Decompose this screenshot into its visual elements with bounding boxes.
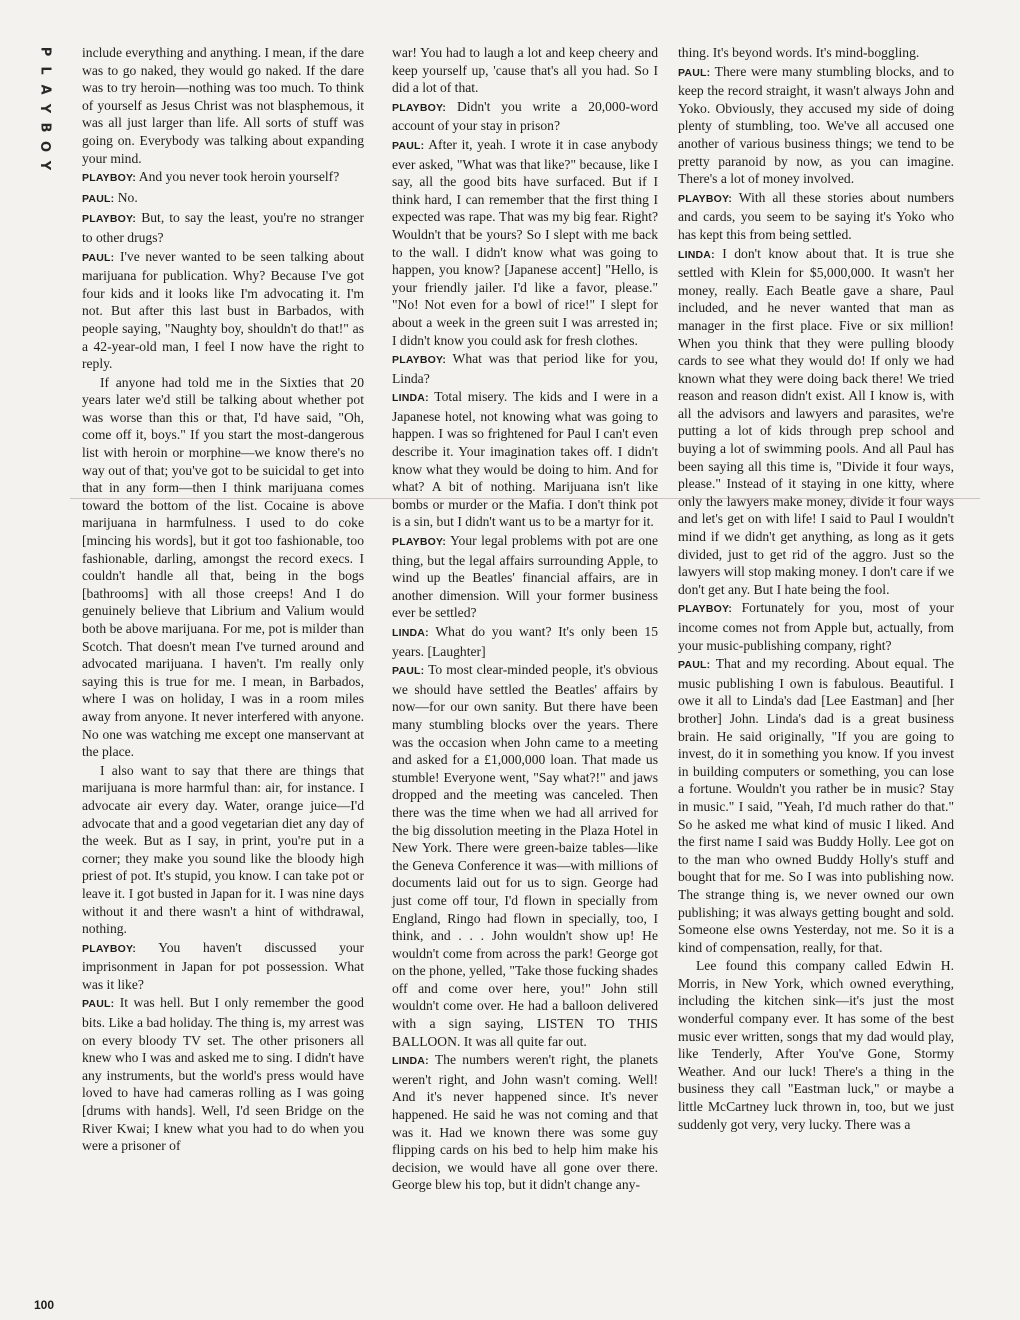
article-paragraph <box>678 245 954 599</box>
article-paragraph <box>392 136 658 349</box>
paragraph-text: And you never took heroin yourself? <box>138 169 340 185</box>
speaker-label: PLAYBOY: <box>392 354 447 367</box>
speaker-label: PLAYBOY: <box>678 192 733 205</box>
article-paragraph <box>82 994 364 1154</box>
paragraph-text: That and my recording. About equal. The music publishing I own is fabulous. Beautiful. I owe it all to Linda's dad [Lee Eastman] and [her brother] John. Linda's dad is a great business brain. He said originally, "If you are going to invest, do it in something you know. If you invest in building computers or something, you can lose a fortune. Wouldn't you rather be in music? Stay in music." I said, "Yeah, I'd much rather do that." So he asked me what kind of music I liked. And the first name I said was Buddy Holly. Lee got on to the man who owned Buddy Holly's stuff and bought that for me. So I was into publishing now. The strange thing is, we never owned our own publishing; it was always getting bought and sold. Someone else owns Yesterday, not me. So it is a kind of compensation, really, for that. <box>678 656 955 955</box>
speaker-label: PAUL: <box>82 998 115 1011</box>
paragraph-text: thing. It's beyond words. It's mind-boggling. <box>678 45 920 60</box>
speaker-label: PAUL: <box>678 659 711 672</box>
paragraph-text: What do you want? It's only been 15 years. [Laughter] <box>392 624 659 659</box>
article-paragraph <box>392 350 658 387</box>
speaker-label: LINDA: <box>392 1055 429 1068</box>
paragraph-text: No. <box>117 189 138 205</box>
paragraph-text: Fortunately for you, most of your income comes not from Apple but, actually, from your music-publishing company, right? <box>678 600 954 653</box>
article-paragraph <box>82 168 364 188</box>
paragraph-text: But, to say the least, you're no stranger to other drugs? <box>82 210 364 245</box>
speaker-label: PAUL: <box>392 665 425 678</box>
article-paragraph <box>678 44 954 62</box>
article-paragraph <box>82 762 364 938</box>
column-3 <box>678 44 954 1134</box>
speaker-label: PLAYBOY: <box>82 213 137 226</box>
speaker-label: PAUL: <box>678 66 711 79</box>
masthead-letter: O <box>37 140 53 153</box>
paragraph-text: With all these stories about numbers and cards, you seem to be saying it's Yoko who has kept this from being settled. <box>678 189 955 242</box>
article-paragraph <box>82 189 364 209</box>
speaker-label: PLAYBOY: <box>392 536 447 549</box>
speaker-label: LINDA: <box>392 392 429 405</box>
speaker-label: PLAYBOY: <box>82 942 137 955</box>
column-1 <box>82 44 364 1156</box>
paragraph-text: There were many stumbling blocks, and to keep the record straight, it wasn't always John and Yoko. Obviously, they accused my side of doing plenty of stumbling, too. We've all accused one another of various business things; we tend to be pretty paranoid by now, as you can imagine. There's a lot of money involved. <box>678 63 955 187</box>
paragraph-text: After it, yeah. I wrote it in case anybody ever asked, "What was that like?" because, like I say, all the good bits have surfaced. But if I think hard, I can remember that the first thing I expected was rape. That was my big fear. Right? Wouldn't that be yours? So I slept with me back to the wall. I didn't know what was going to happen, you know? [Japanese accent] "Hello, is your friendly jailer. I'd like a favor, please." "No! Not even for a bowl of rice!" I slept for about a week in the green suit I was arrested in; I didn't know you could ask for fresh clothes. <box>392 136 658 348</box>
speaker-label: LINDA: <box>678 248 715 261</box>
paragraph-text: I don't know about that. It is true she settled with Klein for $5,000,000. It wasn't her money, really. Each Beatle gave a share, Paul included, and he never wanted that man as manager in the first place. Five or six million! When you think that they were pulling bloody cards to see what they would do! If only we had known what they were doing back there! We tried reason and reason didn't exist. All I know is, with all the advisors and lawyers and parasites, we're putting a lot of kids through prep school and buying a lot of swimming pools. And all Paul has been saying all this time is, "Divide it four ways, please." Instead of it staying in one kitty, where only the lawyers make money, divide it four ways and let's get on with life! I said to Paul I wouldn't mind if we didn't get anything, as long as it gets divided, just to get rid of the aggro. Just so the lawyers will stop making money. I don't care if we don't get any. But I hate being the fool. <box>678 245 954 597</box>
article-paragraph <box>678 655 954 956</box>
speaker-label: PAUL: <box>82 192 115 205</box>
paragraph-text: Your legal problems with pot are one thing, but the legal affairs surrounding Apple, to wind up the Beatles' financial affairs, are in another dimension. Will your former business ever be settled? <box>392 533 658 621</box>
masthead-letter: A <box>37 84 53 95</box>
article-paragraph <box>392 388 658 531</box>
article-paragraph <box>678 599 954 654</box>
masthead-letter: Y <box>37 160 53 171</box>
paragraph-text: It was hell. But I only remember the good bits. Like a bad holiday. The thing is, my arrest was on every bloody TV set. The other prisoners all knew who I was and asked me to sing. I didn't have any instruments, but the world's press would have loved to have had cameras rolling as I was going [drums with hands]. Well, I'd seen Bridge on the River Kwai; I knew what you had to do when you were a prisoner of <box>82 995 364 1154</box>
paragraph-text: include everything and anything. I mean, if the dare was to go naked, they would go naked. If the dare was to try heroin—nothing was too much. To think of yourself as Jesus Christ was not blasphemous, it was all just larger than life. All sorts of stuff was going on. Everybody was talking about expanding your mind. <box>82 45 364 166</box>
paragraph-text: Didn't you write a 20,000-word account of your stay in prison? <box>392 98 658 134</box>
speaker-label: PAUL: <box>82 251 115 264</box>
speaker-label: PLAYBOY: <box>678 603 733 616</box>
masthead-letter: P <box>37 46 53 57</box>
article-paragraph <box>392 661 658 1050</box>
masthead-letter: Y <box>37 103 53 114</box>
article-paragraph <box>82 209 364 246</box>
speaker-label: PAUL: <box>392 139 425 152</box>
column-2 <box>392 44 658 1195</box>
paragraph-text: What was that period like for you, Linda? <box>392 351 658 386</box>
masthead-letter: L <box>37 66 53 75</box>
paragraph-text: war! You had to laugh a lot and keep cheery and keep yourself up, 'cause that's all you had. So I did a lot of that. <box>392 45 658 96</box>
article-paragraph <box>392 623 658 660</box>
paragraph-text: You haven't discussed your imprisonment in Japan for pot possession. What was it like? <box>82 939 364 992</box>
speaker-label: PLAYBOY: <box>392 101 447 114</box>
article-paragraph <box>678 189 954 244</box>
page-number: 100 <box>34 1298 55 1312</box>
paragraph-text: Total misery. The kids and I were in a Japanese hotel, not knowing what was going to happen. I was so frightened for Paul I can't even describe it. Your imagination takes off. I didn't know what they would be doing to him. And for what? A bit of nothing. Marijuana isn't like bombs or murder or the Mafia. I don't think pot is a sin, but I didn't want us to be a martyr for it. <box>392 389 658 530</box>
article-paragraph <box>392 98 658 135</box>
article-paragraph <box>678 63 954 188</box>
paragraph-text: I also want to say that there are things that marijuana is more harmful than: air, for instance. I advocate air every day. Water, orange juice—I'd advocate that and a good vegetarian diet any day of the week. But as I say, in print, you're put in a corner; they make you sound like the bloody high priest of pot. It's stupid, you know. I can take pot or leave it. I got busted in Japan for it. I was nine days without it and there wasn't a hint of withdrawal, nothing. <box>82 762 364 937</box>
article-paragraph <box>82 374 364 761</box>
speaker-label: PLAYBOY: <box>82 172 137 185</box>
page-fold-line <box>70 498 980 499</box>
article-paragraph <box>82 44 364 167</box>
paragraph-text: Lee found this company called Edwin H. Morris, in New York, which owned everything, including the kitchen sink—it's just the most wonderful company ever. It has some of the best music ever written, songs that my dad would play, like Tenderly, After You've Gone, Stormy Weather. And our luck! There's a thing in the business they call "Eastman luck," or maybe a little McCartney luck thrown in, too, but we just suddenly got very, very lucky. There was a <box>678 958 954 1132</box>
masthead <box>28 42 62 175</box>
article-paragraph <box>82 248 364 373</box>
article-paragraph <box>82 939 364 994</box>
speaker-label: LINDA: <box>392 627 429 639</box>
paragraph-text: If anyone had told me in the Sixties that 20 years later we'd still be talking about whether pot was worse than this or that, I'd have said, "Oh, come off it, boys." If you start the most-dangerous list with heroin or morphine—we know there's no way out of that; you've got to be suicidal to get into that in any form—then I think marijuana comes toward the bottom of the list. Cocaine is above marijuana in harmfulness. I used to do coke [mincing his words], but it got too fashionable, too fashionable, darling, amongst the record execs. I couldn't handle all that, being in the bogs [bathrooms] with all those creeps! And I do genuinely believe that Librium and Valium would both be above marijuana. For me, pot is milder than Scotch. That doesn't mean I've turned around and advocated marijuana. I haven't. I'm really only saying this is true for me. I mean, in Barbados, where I was on holiday, I was in a room miles away from anyone. It never interfered with anyone. No one was watching me except one manservant at the place. <box>82 374 365 760</box>
article-paragraph <box>392 44 658 97</box>
paragraph-text: The numbers weren't right, the planets weren't right, and John wasn't coming. Well! And it's never happened since. It's never happened. He said he was not coming and that was it. Had we known there was some guy flipping cards on his bed to help him make his decision, we would have all gone over there. George blew his top, but it didn't change any- <box>392 1052 659 1193</box>
article-paragraph <box>392 532 658 622</box>
paragraph-text: To most clear-minded people, it's obvious we should have settled the Beatles' affairs by now—for our own sanity. But there have been many stumbling blocks over the years. There was the occasion when John came to a meeting and asked for a £1,000,000 loan. That made us stumble! Everyone went, "Say what?!" and jaws dropped and the meeting was canceled. Then there was the time when we had all arrived for the big dissolution meeting in the Plaza Hotel in New York. There were green-baize tables—like the Geneva Conference it was—with millions of documents laid out for us to sign. George had just come off tour, I'd flown in specially from England, Ringo had flown in specially, too, I think, and . . . John wouldn't show up! He wouldn't come from across the park! George got on the phone, yelled, "Take those fucking shades off and come over here, you!" John still wouldn't come over. He had a balloon delivered with a sign saying, LISTEN TO THIS BALLOON. It was all quite far out. <box>392 662 658 1049</box>
article-paragraph <box>678 957 954 1133</box>
article-paragraph <box>392 1051 658 1194</box>
masthead-letter: B <box>37 122 53 133</box>
paragraph-text: I've never wanted to be seen talking about marijuana for publication. Why? Because I've got four kids and it looks like I'm advocating it. I'm not. But after this last bust in Barbados, with people saying, "Naughty boy, shouldn't do that!" as a 42-year-old man, I feel I now have the right to reply. <box>82 248 364 372</box>
